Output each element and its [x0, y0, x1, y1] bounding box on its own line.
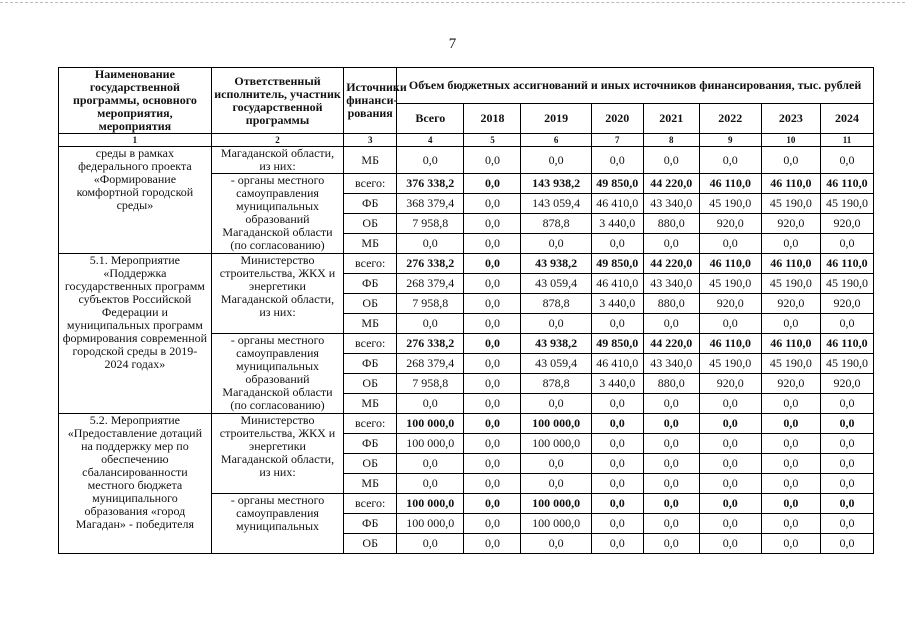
value-cell: 46 110,0: [820, 174, 873, 194]
funding-source-cell: ОБ: [344, 294, 397, 314]
funding-source-cell: ФБ: [344, 434, 397, 454]
column-number: 5: [464, 134, 521, 147]
value-cell: 920,0: [761, 374, 820, 394]
header-executor: Ответственный исполнитель, участник государственной программы: [211, 68, 343, 134]
value-cell: 0,0: [397, 534, 464, 554]
value-cell: 49 850,0: [591, 334, 643, 354]
value-cell: 0,0: [820, 394, 873, 414]
value-cell: 45 190,0: [699, 274, 761, 294]
executor-cell: Министерство строительства, ЖКХ и энергетики Магаданской области, из них:: [211, 414, 343, 494]
value-cell: 880,0: [643, 214, 699, 234]
value-cell: 46 110,0: [699, 334, 761, 354]
value-cell: 3 440,0: [591, 214, 643, 234]
value-cell: 0,0: [643, 514, 699, 534]
value-cell: 0,0: [699, 314, 761, 334]
value-cell: 920,0: [761, 214, 820, 234]
value-cell: 920,0: [820, 214, 873, 234]
value-cell: 920,0: [761, 294, 820, 314]
value-cell: 43 059,4: [521, 274, 591, 294]
value-cell: 0,0: [591, 394, 643, 414]
value-cell: 0,0: [397, 454, 464, 474]
column-number: 9: [699, 134, 761, 147]
funding-source-cell: МБ: [344, 314, 397, 334]
value-cell: 878,8: [521, 294, 591, 314]
value-cell: 0,0: [521, 147, 591, 174]
value-cell: 0,0: [591, 234, 643, 254]
funding-source-cell: ОБ: [344, 374, 397, 394]
funding-source-cell: МБ: [344, 147, 397, 174]
value-cell: 0,0: [820, 147, 873, 174]
value-cell: 46 110,0: [761, 334, 820, 354]
value-cell: 44 220,0: [643, 174, 699, 194]
column-number: 8: [643, 134, 699, 147]
value-cell: 0,0: [464, 514, 521, 534]
value-cell: 0,0: [643, 494, 699, 514]
value-cell: 100 000,0: [521, 514, 591, 534]
value-cell: 43 938,2: [521, 334, 591, 354]
value-cell: 0,0: [761, 147, 820, 174]
funding-source-cell: всего:: [344, 174, 397, 194]
value-cell: 0,0: [699, 514, 761, 534]
value-cell: 43 340,0: [643, 354, 699, 374]
value-cell: 43 938,2: [521, 254, 591, 274]
value-cell: 0,0: [591, 147, 643, 174]
column-number: 11: [820, 134, 873, 147]
header-year: 2024: [820, 103, 873, 133]
value-cell: 0,0: [397, 147, 464, 174]
value-cell: 0,0: [464, 214, 521, 234]
value-cell: 268 379,4: [397, 354, 464, 374]
value-cell: 920,0: [820, 294, 873, 314]
value-cell: 100 000,0: [521, 434, 591, 454]
value-cell: 0,0: [699, 534, 761, 554]
value-cell: 0,0: [643, 147, 699, 174]
funding-source-cell: ОБ: [344, 534, 397, 554]
value-cell: 0,0: [699, 414, 761, 434]
value-cell: 7 958,8: [397, 214, 464, 234]
value-cell: 0,0: [643, 434, 699, 454]
value-cell: 0,0: [464, 294, 521, 314]
value-cell: 46 410,0: [591, 194, 643, 214]
value-cell: 0,0: [464, 434, 521, 454]
value-cell: 100 000,0: [397, 494, 464, 514]
value-cell: 44 220,0: [643, 254, 699, 274]
value-cell: 0,0: [643, 234, 699, 254]
value-cell: 0,0: [397, 234, 464, 254]
value-cell: 0,0: [761, 534, 820, 554]
value-cell: 45 190,0: [761, 274, 820, 294]
value-cell: 0,0: [761, 234, 820, 254]
program-name-cell: среды в рамках федерального проекта «Формирование комфортной городской среды»: [59, 147, 212, 254]
value-cell: 0,0: [464, 354, 521, 374]
value-cell: 0,0: [699, 494, 761, 514]
executor-cell: - органы местного самоуправления муниципальных: [211, 494, 343, 554]
value-cell: 46 110,0: [699, 254, 761, 274]
funding-source-cell: ФБ: [344, 354, 397, 374]
value-cell: 0,0: [464, 534, 521, 554]
value-cell: 368 379,4: [397, 194, 464, 214]
value-cell: 0,0: [820, 414, 873, 434]
funding-source-cell: МБ: [344, 234, 397, 254]
value-cell: 100 000,0: [397, 434, 464, 454]
value-cell: 46 110,0: [761, 254, 820, 274]
value-cell: 0,0: [521, 454, 591, 474]
header-funding-source: Источники финанси-рования: [344, 68, 397, 134]
value-cell: 0,0: [464, 234, 521, 254]
value-cell: 0,0: [820, 514, 873, 534]
value-cell: 878,8: [521, 214, 591, 234]
value-cell: 0,0: [591, 454, 643, 474]
value-cell: 0,0: [464, 174, 521, 194]
value-cell: 376 338,2: [397, 174, 464, 194]
value-cell: 0,0: [643, 534, 699, 554]
value-cell: 46 110,0: [820, 334, 873, 354]
value-cell: 45 190,0: [761, 194, 820, 214]
value-cell: 0,0: [464, 414, 521, 434]
value-cell: 0,0: [591, 414, 643, 434]
funding-source-cell: МБ: [344, 394, 397, 414]
value-cell: 0,0: [464, 474, 521, 494]
funding-source-cell: ФБ: [344, 514, 397, 534]
header-year: 2022: [699, 103, 761, 133]
value-cell: 0,0: [699, 394, 761, 414]
funding-source-cell: всего:: [344, 494, 397, 514]
value-cell: 920,0: [699, 374, 761, 394]
funding-source-cell: ОБ: [344, 214, 397, 234]
value-cell: 0,0: [699, 147, 761, 174]
value-cell: 0,0: [464, 194, 521, 214]
value-cell: 0,0: [591, 514, 643, 534]
value-cell: 0,0: [464, 274, 521, 294]
value-cell: 0,0: [761, 414, 820, 434]
value-cell: 0,0: [699, 474, 761, 494]
value-cell: 49 850,0: [591, 174, 643, 194]
value-cell: 0,0: [761, 394, 820, 414]
budget-table: [58, 67, 874, 554]
value-cell: 3 440,0: [591, 294, 643, 314]
value-cell: 46 110,0: [761, 174, 820, 194]
column-number: 10: [761, 134, 820, 147]
value-cell: 0,0: [643, 474, 699, 494]
value-cell: 920,0: [699, 294, 761, 314]
value-cell: 43 059,4: [521, 354, 591, 374]
value-cell: 0,0: [591, 534, 643, 554]
value-cell: 0,0: [397, 314, 464, 334]
value-cell: 0,0: [699, 454, 761, 474]
header-year: 2020: [591, 103, 643, 133]
value-cell: 45 190,0: [820, 274, 873, 294]
header-budget-volume: Объем бюджетных ассигнований и иных источников финансирования, тыс. рублей: [397, 68, 874, 104]
funding-source-cell: всего:: [344, 334, 397, 354]
executor-cell: - органы местного самоуправления муниципальных образований Магаданской области (по согласованию): [211, 334, 343, 414]
header-year: 2023: [761, 103, 820, 133]
value-cell: 0,0: [521, 394, 591, 414]
value-cell: 43 340,0: [643, 274, 699, 294]
value-cell: 0,0: [820, 474, 873, 494]
executor-cell: Магаданской области, из них:: [211, 147, 343, 174]
value-cell: 0,0: [761, 474, 820, 494]
value-cell: 0,0: [761, 454, 820, 474]
column-number: 1: [59, 134, 212, 147]
value-cell: 268 379,4: [397, 274, 464, 294]
value-cell: 0,0: [591, 314, 643, 334]
value-cell: 0,0: [521, 314, 591, 334]
header-program-name: Наименование государственной программы, основного мероприятия, мероприятия: [59, 68, 212, 134]
value-cell: 46 410,0: [591, 274, 643, 294]
value-cell: 45 190,0: [761, 354, 820, 374]
value-cell: 0,0: [591, 494, 643, 514]
column-number: 6: [521, 134, 591, 147]
value-cell: 0,0: [761, 314, 820, 334]
value-cell: 276 338,2: [397, 254, 464, 274]
value-cell: 0,0: [820, 434, 873, 454]
page-number: 7: [448, 36, 457, 52]
value-cell: 0,0: [643, 414, 699, 434]
value-cell: 46 410,0: [591, 354, 643, 374]
value-cell: 0,0: [464, 494, 521, 514]
value-cell: 0,0: [820, 234, 873, 254]
value-cell: 0,0: [761, 434, 820, 454]
value-cell: 143 059,4: [521, 194, 591, 214]
column-number: 3: [344, 134, 397, 147]
value-cell: 0,0: [820, 494, 873, 514]
value-cell: 46 110,0: [820, 254, 873, 274]
value-cell: 44 220,0: [643, 334, 699, 354]
value-cell: 0,0: [521, 234, 591, 254]
value-cell: 100 000,0: [521, 414, 591, 434]
value-cell: 0,0: [464, 314, 521, 334]
value-cell: 0,0: [591, 474, 643, 494]
funding-source-cell: ФБ: [344, 274, 397, 294]
value-cell: 45 190,0: [820, 354, 873, 374]
value-cell: 100 000,0: [521, 494, 591, 514]
funding-source-cell: ОБ: [344, 454, 397, 474]
value-cell: 880,0: [643, 374, 699, 394]
value-cell: 920,0: [699, 214, 761, 234]
header-year: 2021: [643, 103, 699, 133]
program-name-cell: 5.2. Мероприятие «Предоставление дотаций на поддержку мер по обеспечению сбалансированности местного бюджета муниципального образования «город Магадан» - победителя: [59, 414, 212, 554]
value-cell: 7 958,8: [397, 294, 464, 314]
funding-source-cell: МБ: [344, 474, 397, 494]
table-row: [59, 414, 874, 434]
value-cell: 45 190,0: [699, 354, 761, 374]
header-year: 2018: [464, 103, 521, 133]
value-cell: 143 938,2: [521, 174, 591, 194]
value-cell: 0,0: [464, 254, 521, 274]
value-cell: 7 958,8: [397, 374, 464, 394]
value-cell: 45 190,0: [699, 194, 761, 214]
value-cell: 0,0: [464, 374, 521, 394]
value-cell: 100 000,0: [397, 514, 464, 534]
page-top-edge: [0, 2, 905, 3]
funding-source-cell: всего:: [344, 414, 397, 434]
value-cell: 880,0: [643, 294, 699, 314]
value-cell: 920,0: [820, 374, 873, 394]
column-number: 4: [397, 134, 464, 147]
header-year: 2019: [521, 103, 591, 133]
value-cell: 0,0: [699, 234, 761, 254]
value-cell: 0,0: [521, 534, 591, 554]
value-cell: 0,0: [464, 454, 521, 474]
value-cell: 0,0: [591, 434, 643, 454]
value-cell: 49 850,0: [591, 254, 643, 274]
value-cell: 0,0: [464, 147, 521, 174]
value-cell: 43 340,0: [643, 194, 699, 214]
value-cell: 100 000,0: [397, 414, 464, 434]
value-cell: 0,0: [464, 394, 521, 414]
value-cell: 0,0: [643, 394, 699, 414]
value-cell: 0,0: [699, 434, 761, 454]
value-cell: 0,0: [464, 334, 521, 354]
funding-source-cell: ФБ: [344, 194, 397, 214]
column-number: 2: [211, 134, 343, 147]
value-cell: 0,0: [397, 474, 464, 494]
value-cell: 276 338,2: [397, 334, 464, 354]
funding-source-cell: всего:: [344, 254, 397, 274]
value-cell: 0,0: [761, 514, 820, 534]
value-cell: 0,0: [820, 454, 873, 474]
column-number: 7: [591, 134, 643, 147]
value-cell: 0,0: [643, 314, 699, 334]
value-cell: 0,0: [521, 474, 591, 494]
table-row: [59, 147, 874, 174]
value-cell: 45 190,0: [820, 194, 873, 214]
value-cell: 0,0: [820, 534, 873, 554]
table-row: [59, 254, 874, 274]
value-cell: 0,0: [761, 494, 820, 514]
executor-cell: - органы местного самоуправления муниципальных образований Магаданской области (по согласованию): [211, 174, 343, 254]
header-year: Всего: [397, 103, 464, 133]
value-cell: 0,0: [397, 394, 464, 414]
value-cell: 3 440,0: [591, 374, 643, 394]
value-cell: 46 110,0: [699, 174, 761, 194]
program-name-cell: 5.1. Мероприятие «Поддержка государственных программ субъектов Российской Федерации и муниципальных программ формирования современной городской среды в 2019-2024 годах»: [59, 254, 212, 414]
value-cell: 0,0: [820, 314, 873, 334]
value-cell: 0,0: [643, 454, 699, 474]
value-cell: 878,8: [521, 374, 591, 394]
executor-cell: Министерство строительства, ЖКХ и энергетики Магаданской области, из них:: [211, 254, 343, 334]
